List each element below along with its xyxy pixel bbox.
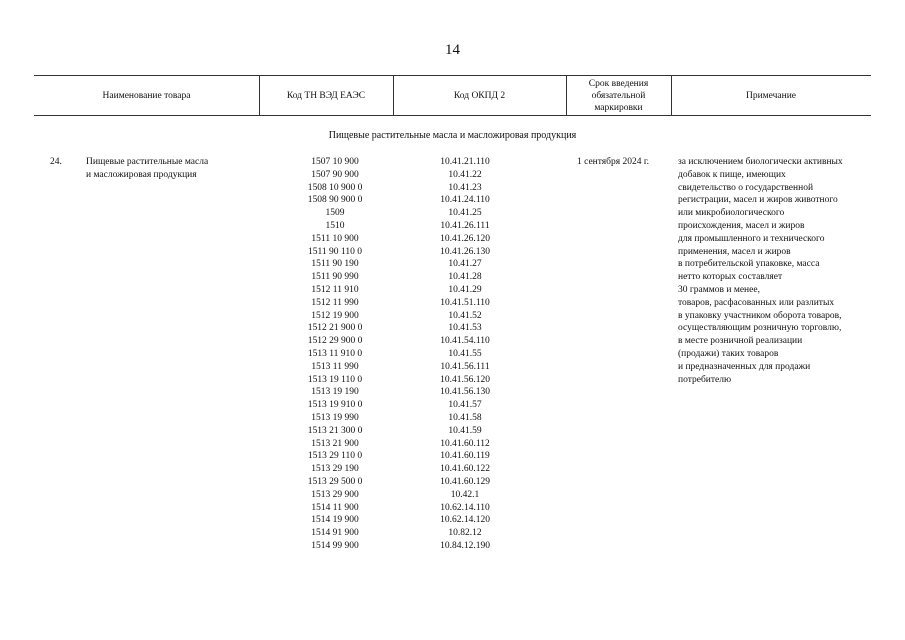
tn-ved-code: 1511 90 990 bbox=[311, 272, 359, 283]
product-name-line: и масложировая продукция bbox=[86, 169, 197, 180]
tn-ved-code: 1508 10 900 0 bbox=[307, 182, 363, 193]
note-line: нетто которых составляет bbox=[678, 272, 783, 283]
deadline-value: 1 сентября 2024 г. bbox=[577, 157, 650, 167]
product-name-line: Пищевые растительные масла bbox=[86, 157, 209, 167]
tn-ved-code-list bbox=[290, 156, 380, 553]
okpd-code: 10.41.54.110 bbox=[440, 336, 490, 347]
note-line: в упаковку участником оборота товаров, bbox=[678, 310, 842, 321]
product-name bbox=[86, 156, 208, 182]
okpd-code: 10.41.26.111 bbox=[440, 220, 490, 231]
tn-ved-code: 1512 11 910 bbox=[311, 284, 359, 295]
tn-ved-code: 1514 99 900 bbox=[311, 540, 359, 551]
okpd-code: 10.41.60.122 bbox=[440, 464, 490, 475]
note-line: и предназначенных для продажи bbox=[678, 361, 811, 372]
okpd-code: 10.62.14.120 bbox=[440, 515, 490, 526]
tn-ved-code: 1513 21 900 bbox=[311, 438, 359, 449]
tn-ved-code: 1514 91 900 bbox=[311, 528, 359, 539]
tn-ved-code: 1512 11 990 bbox=[311, 297, 359, 308]
tn-ved-code: 1511 10 900 bbox=[311, 233, 359, 244]
tn-ved-code: 1514 19 900 bbox=[311, 515, 359, 526]
note-line: или микробиологического bbox=[678, 208, 785, 219]
okpd-code: 10.41.59 bbox=[448, 425, 482, 436]
tn-ved-code: 1512 21 900 0 bbox=[307, 323, 363, 334]
okpd-code: 10.41.28 bbox=[448, 272, 482, 283]
okpd-code: 10.62.14.110 bbox=[440, 502, 490, 513]
tn-ved-code: 1513 19 190 bbox=[311, 387, 359, 398]
note-line: осуществляющим розничную торговлю, bbox=[678, 323, 842, 334]
okpd-code: 10.41.51.110 bbox=[440, 297, 490, 308]
tn-ved-code: 1513 29 190 bbox=[311, 464, 359, 475]
tn-ved-code: 1511 90 190 bbox=[311, 259, 359, 270]
okpd-code: 10.41.21.110 bbox=[440, 157, 490, 167]
tn-ved-code: 1513 19 910 0 bbox=[307, 400, 363, 411]
note-line: (продажи) таких товаров bbox=[678, 348, 779, 359]
header-deadline-line: Срок введения bbox=[588, 78, 649, 89]
header-deadline-line: обязательной bbox=[591, 90, 646, 101]
note-line: в месте розничной реализации bbox=[678, 336, 803, 347]
note-line: в потребительской упаковке, масса bbox=[678, 259, 820, 270]
okpd-code: 10.41.56.130 bbox=[440, 387, 490, 398]
okpd-code: 10.41.23 bbox=[448, 182, 482, 193]
note-line: 30 граммов и менее, bbox=[678, 284, 760, 295]
okpd-code: 10.41.26.120 bbox=[440, 233, 490, 244]
header-okpd: Код ОКПД 2 bbox=[453, 90, 506, 101]
note-line: добавок к пище, имеющих bbox=[678, 169, 786, 180]
header-deadline-line: маркировки bbox=[594, 102, 643, 113]
tn-ved-code: 1513 21 300 0 bbox=[307, 425, 363, 436]
okpd-code: 10.41.60.112 bbox=[440, 438, 490, 449]
okpd-code: 10.41.53 bbox=[448, 323, 482, 334]
tn-ved-code: 1513 11 910 0 bbox=[307, 348, 363, 359]
note-line: свидетельство о государственной bbox=[678, 182, 814, 193]
header-name: Наименование товара bbox=[102, 90, 191, 101]
okpd-code: 10.41.22 bbox=[448, 169, 482, 180]
tn-ved-code: 1512 19 900 bbox=[311, 310, 359, 321]
tn-ved-code: 1513 29 500 0 bbox=[307, 476, 363, 487]
tn-ved-code: 1513 19 990 bbox=[311, 412, 359, 423]
header-note: Примечание bbox=[745, 90, 797, 101]
okpd-code: 10.41.56.120 bbox=[440, 374, 490, 385]
section-title: Пищевые растительные масла и масложировая продукция bbox=[328, 130, 577, 141]
tn-ved-code: 1514 11 900 bbox=[311, 502, 359, 513]
okpd-code: 10.41.60.129 bbox=[440, 476, 490, 487]
tn-ved-code: 1513 29 110 0 bbox=[307, 451, 363, 462]
okpd-code: 10.41.24.110 bbox=[440, 195, 490, 206]
okpd-code: 10.41.56.111 bbox=[440, 361, 490, 372]
note-line: потребителю bbox=[678, 374, 732, 385]
okpd-code: 10.84.12.190 bbox=[440, 540, 490, 551]
okpd-code: 10.41.60.119 bbox=[440, 451, 490, 462]
okpd-code: 10.42.1 bbox=[450, 489, 480, 500]
okpd-code: 10.41.55 bbox=[448, 348, 482, 359]
note-line: за исключением биологически активных bbox=[678, 157, 843, 167]
note-line: происхождения, масел и жиров bbox=[678, 220, 805, 231]
okpd-code: 10.41.57 bbox=[448, 400, 482, 411]
okpd-code: 10.41.58 bbox=[448, 412, 482, 423]
tn-ved-code: 1508 90 900 0 bbox=[307, 195, 363, 206]
tn-ved-code: 1509 bbox=[325, 208, 345, 219]
okpd-code: 10.41.27 bbox=[448, 259, 482, 270]
tn-ved-code: 1513 29 900 bbox=[311, 489, 359, 500]
tn-ved-code: 1512 29 900 0 bbox=[307, 336, 363, 347]
row-number: 24. bbox=[50, 157, 62, 167]
header-deadline bbox=[566, 75, 671, 116]
tn-ved-code: 1507 90 900 bbox=[311, 169, 359, 180]
note-line: регистрации, масел и жиров животного bbox=[678, 195, 838, 206]
okpd-code: 10.41.52 bbox=[448, 310, 482, 321]
note-text bbox=[678, 156, 843, 386]
okpd-code: 10.41.25 bbox=[448, 208, 482, 219]
okpd-code: 10.41.29 bbox=[448, 284, 482, 295]
tn-ved-code: 1511 90 110 0 bbox=[308, 246, 362, 257]
note-line: для промышленного и технического bbox=[678, 233, 825, 244]
tn-ved-code: 1513 11 990 bbox=[311, 361, 359, 372]
note-line: применения, масел и жиров bbox=[678, 246, 791, 257]
tn-ved-code: 1507 10 900 bbox=[311, 157, 359, 167]
okpd-code: 10.41.26.130 bbox=[440, 246, 490, 257]
page-number: 14 bbox=[445, 42, 460, 58]
tn-ved-code: 1513 19 110 0 bbox=[307, 374, 363, 385]
header-tn-ved: Код ТН ВЭД ЕАЭС bbox=[286, 90, 366, 101]
tn-ved-code: 1510 bbox=[325, 220, 345, 231]
okpd-code-list bbox=[420, 156, 510, 553]
note-line: товаров, расфасованных или разлитых bbox=[678, 297, 835, 308]
okpd-code: 10.82.12 bbox=[448, 528, 482, 539]
